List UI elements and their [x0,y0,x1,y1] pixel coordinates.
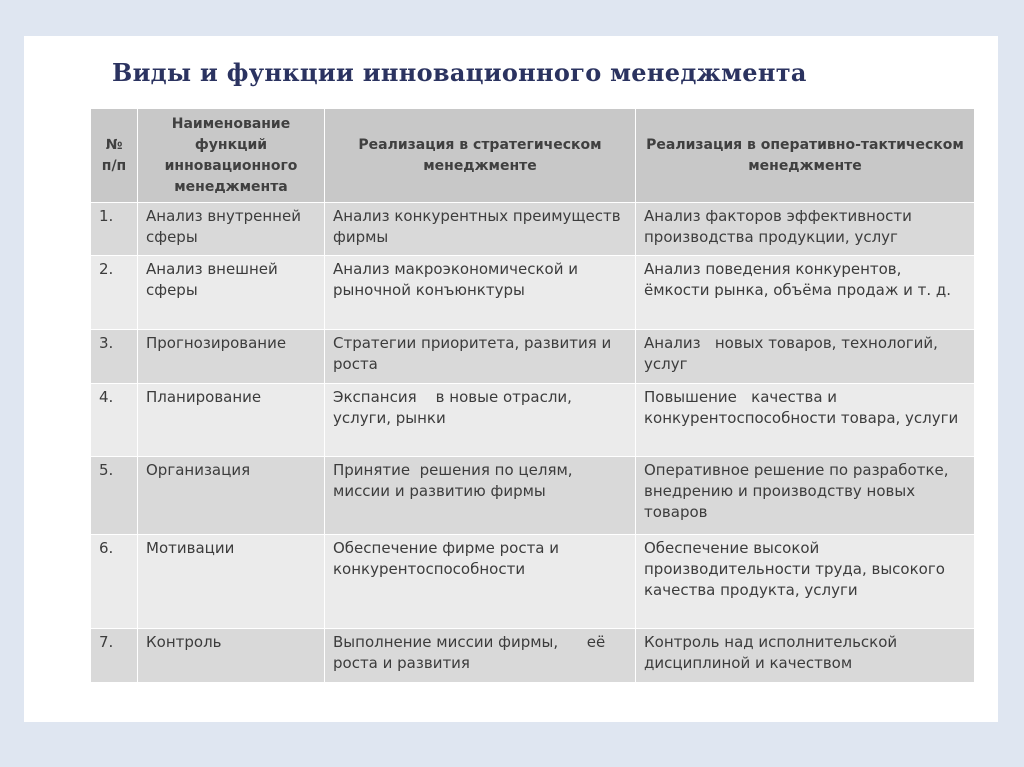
function-name: Анализ внешней сферы [138,256,325,330]
header-function-name: Наименование функций инновационного менеджмента [138,109,325,203]
strategic-cell: Выполнение миссии фирмы, её роста и развития [325,629,636,683]
slide [24,36,998,722]
row-number: 2. [91,256,138,330]
tactical-cell: Оперативное решение по разработке, внедрению и производству новых товаров [636,457,975,535]
table-row [91,535,975,629]
tactical-cell: Повышение качества и конкурентоспособности товара, услуги [636,384,975,457]
table-header-row [91,109,975,203]
table-row [91,330,975,384]
row-number: 5. [91,457,138,535]
row-number: 6. [91,535,138,629]
row-number: 1. [91,203,138,256]
table-row [91,629,975,683]
functions-table [90,108,975,683]
strategic-cell: Принятие решения по целям, миссии и развитию фирмы [325,457,636,535]
strategic-cell: Стратегии приоритета, развития и роста [325,330,636,384]
function-name: Организация [138,457,325,535]
header-tactical: Реализация в оперативно-тактическом менеджменте [636,109,975,203]
function-name: Планирование [138,384,325,457]
page-title: Виды и функции инновационного менеджмента [112,58,807,87]
tactical-cell: Контроль над исполнительской дисциплиной и качеством [636,629,975,683]
row-number: 4. [91,384,138,457]
tactical-cell: Анализ новых товаров, технологий, услуг [636,330,975,384]
strategic-cell: Анализ конкурентных преимуществ фирмы [325,203,636,256]
strategic-cell: Анализ макроэкономической и рыночной конъюнктуры [325,256,636,330]
function-name: Прогнозирование [138,330,325,384]
function-name: Анализ внутренней сферы [138,203,325,256]
table-row [91,384,975,457]
strategic-cell: Обеспечение фирме роста и конкурентоспособности [325,535,636,629]
tactical-cell: Анализ факторов эффективности производства продукции, услуг [636,203,975,256]
tactical-cell: Обеспечение высокой производительности труда, высокого качества продукта, услуги [636,535,975,629]
row-number: 3. [91,330,138,384]
strategic-cell: Экспансия в новые отрасли, услуги, рынки [325,384,636,457]
row-number: 7. [91,629,138,683]
table-row [91,457,975,535]
header-strategic: Реализация в стратегическом менеджменте [325,109,636,203]
tactical-cell: Анализ поведения конкурентов, ёмкости рынка, объёма продаж и т. д. [636,256,975,330]
table-row [91,256,975,330]
table-row [91,203,975,256]
function-name: Мотивации [138,535,325,629]
header-number: № п/п [91,109,138,203]
function-name: Контроль [138,629,325,683]
